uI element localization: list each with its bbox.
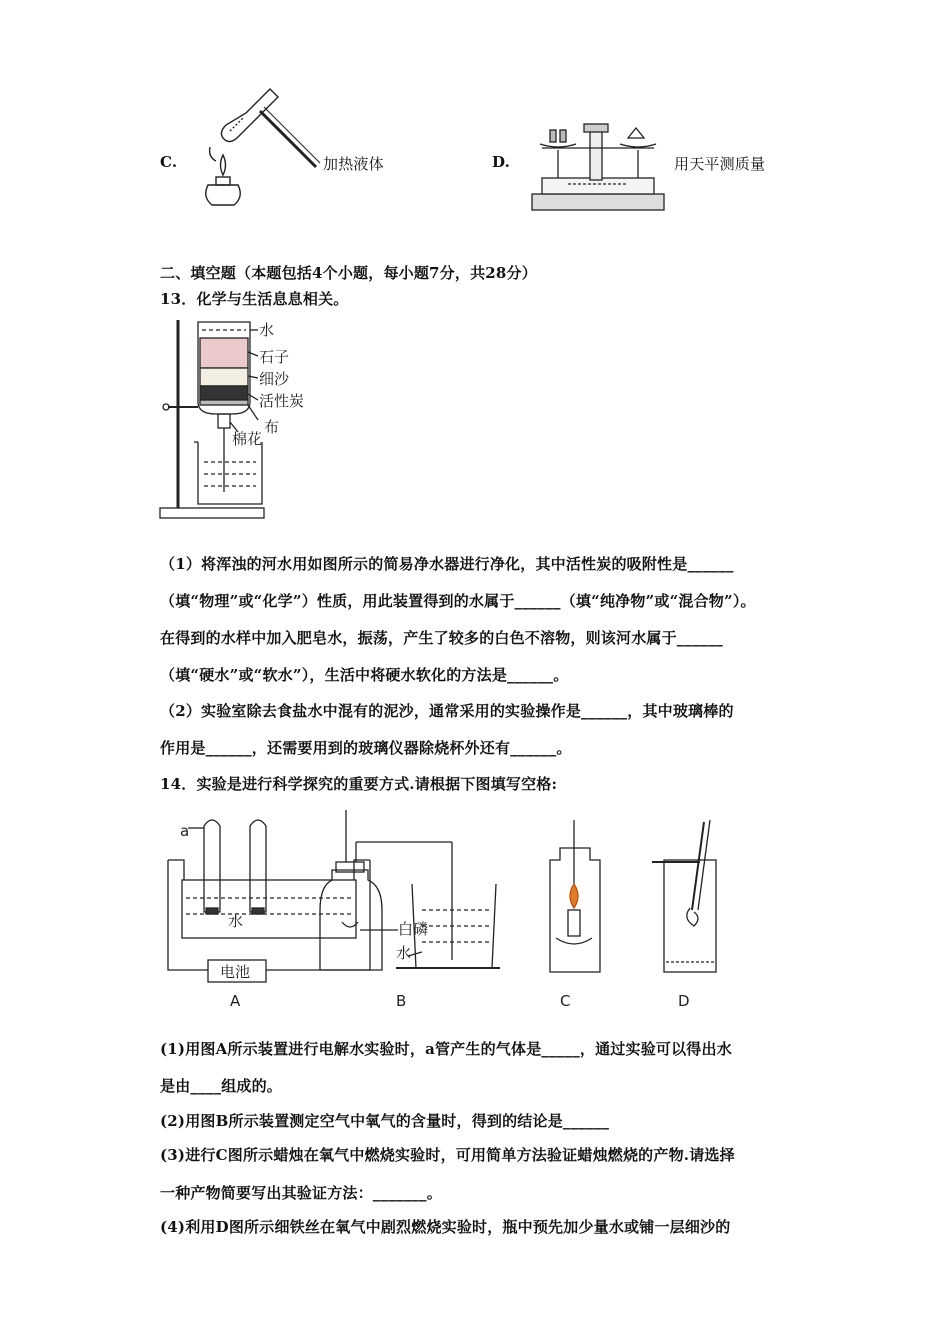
caption-d: D <box>678 992 690 1010</box>
experiments-figure <box>160 800 760 1015</box>
q13-line-2: （填“物理”或“化学”）性质，用此装置得到的水属于______（填“纯净物”或“混合物”）。 <box>160 592 756 610</box>
heating-liquid-figure <box>188 85 323 215</box>
label-cloth: 布 <box>264 418 280 436</box>
label-stone: 石子 <box>259 348 290 366</box>
option-c-caption: 加热液体 <box>323 155 384 173</box>
q14-line-6: (4)利用D图所示细铁丝在氧气中剧烈燃烧实验时，瓶中预先加少量水或铺一层细沙的 <box>160 1218 731 1236</box>
q14-line-2: 是由____组成的。 <box>160 1077 283 1095</box>
caption-c: C <box>560 992 571 1010</box>
q14-line-1: (1)用图A所示装置进行电解水实验时，a管产生的气体是_____，通过实验可以得出水 <box>160 1040 732 1058</box>
question-13-title: 13．化学与生活息息相关。 <box>160 290 349 308</box>
q14-line-4: (3)进行C图所示蜡烛在氧气中燃烧实验时，可用简单方法验证蜡烛燃烧的产物.请选择 <box>160 1146 735 1164</box>
label-water: 水 <box>259 321 275 339</box>
water-purifier-figure <box>158 312 328 522</box>
q14-line-3: (2)用图B所示装置测定空气中氧气的含量时，得到的结论是______ <box>160 1112 610 1130</box>
question-14-title: 14．实验是进行科学探究的重要方式.请根据下图填写空格: <box>160 775 558 793</box>
q13-line-6: 作用是______，还需要用到的玻璃仪器除烧杯外还有______。 <box>160 739 572 757</box>
balance-figure <box>528 120 668 215</box>
q13-line-1: （1）将浑浊的河水用如图所示的简易净水器进行净化，其中活性炭的吸附性是______ <box>160 555 734 573</box>
label-tube-a: a <box>180 822 190 840</box>
option-d-letter: D. <box>492 153 511 171</box>
option-d-caption: 用天平测质量 <box>674 155 766 173</box>
label-water-b: 水 <box>396 944 412 962</box>
q13-line-3: 在得到的水样中加入肥皂水，振荡，产生了较多的白色不溶物，则该河水属于______ <box>160 629 724 647</box>
label-cotton: 棉花 <box>232 430 263 448</box>
caption-b: B <box>396 992 407 1010</box>
option-c-letter: C. <box>160 153 178 171</box>
label-sand: 细沙 <box>259 370 290 388</box>
label-battery: 电池 <box>220 963 251 981</box>
q13-line-4: （填“硬水”或“软水”），生活中将硬水软化的方法是______。 <box>160 666 569 684</box>
section-header: 二、填空题（本题包括4个小题，每小题7分，共28分） <box>160 264 537 282</box>
q13-line-5: （2）实验室除去食盐水中混有的泥沙，通常采用的实验操作是______，其中玻璃棒的 <box>160 702 734 720</box>
caption-a: A <box>230 992 241 1010</box>
label-white-phosphorus: 白磷 <box>398 920 429 938</box>
label-carbon: 活性炭 <box>259 392 305 410</box>
q14-line-5: 一种产物简要写出其验证方法：_______。 <box>160 1184 442 1202</box>
label-water-a: 水 <box>228 912 244 930</box>
